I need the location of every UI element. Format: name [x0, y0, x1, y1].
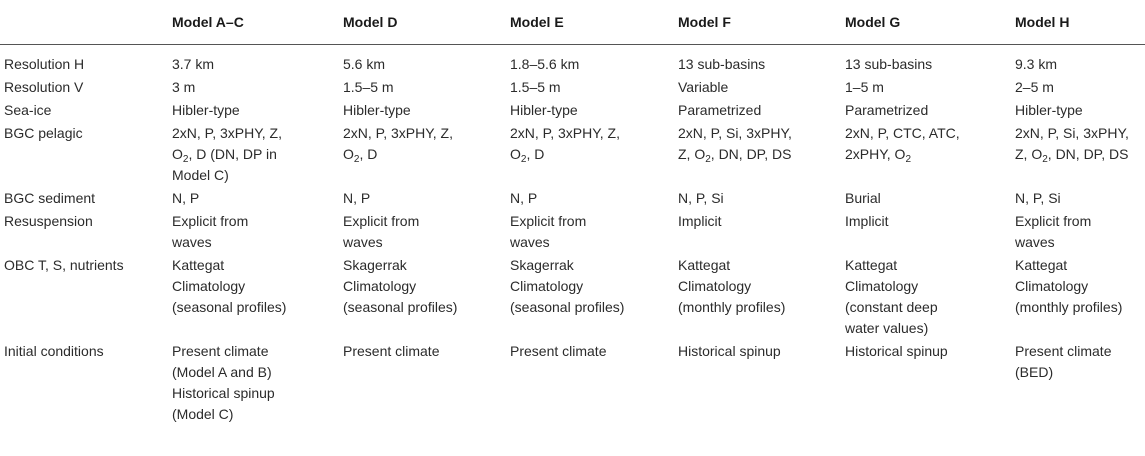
table-row	[0, 75, 1145, 98]
cell-text-line: Explicit from	[510, 213, 587, 229]
cell-text-line: Hibler-type	[172, 102, 240, 118]
cell-text-line: N, P	[510, 190, 538, 206]
cell-text-line: N, P, Si	[1015, 190, 1061, 206]
cell-text-line: N, P	[343, 190, 371, 206]
table-cell	[506, 186, 674, 209]
cell-text-line: 1.5–5 m	[343, 79, 394, 95]
row-label: OBC T, S, nutrients	[4, 257, 124, 273]
table-row	[0, 121, 1145, 186]
table-cell	[506, 209, 674, 253]
cell-text-line: water values)	[845, 320, 929, 336]
cell-text-line: Z, $O_2$, DN, DP, DS	[678, 146, 792, 165]
table-cell	[841, 253, 1011, 339]
cell-text-line: Explicit from	[1015, 213, 1092, 229]
cell-text-line: 2xPHY, $O_2$	[845, 146, 911, 165]
cell-text-line: waves	[1015, 234, 1055, 250]
cell-text-line: Kattegat	[845, 257, 898, 273]
cell-text-line: Kattegat	[172, 257, 225, 273]
table-cell	[674, 339, 841, 425]
cell-text-line: Parametrized	[678, 102, 762, 118]
table-cell	[841, 121, 1011, 186]
cell-text-line: Burial	[845, 190, 881, 206]
table-cell	[339, 186, 506, 209]
cell-text-line: (Model C)	[172, 406, 234, 422]
cell-text-line: 2xN, P, 3xPHY, Z,	[172, 125, 282, 141]
header-empty	[0, 0, 168, 45]
cell-text-line: Parametrized	[845, 102, 929, 118]
table-cell	[1011, 98, 1145, 121]
row-label: Sea-ice	[4, 102, 52, 118]
table-body	[0, 45, 1145, 426]
header-model-a-c: Model A–C	[168, 0, 339, 45]
cell-text-line: Explicit from	[343, 213, 420, 229]
table-cell	[674, 75, 841, 98]
cell-text-line: 1.5–5 m	[510, 79, 561, 95]
cell-text-line: (Model A and B)	[172, 364, 272, 380]
cell-text-line: 2xN, P, CTC, ATC,	[845, 125, 960, 141]
cell-text-line: $O_2$, D	[343, 146, 378, 165]
cell-text-line: 1.8–5.6 km	[510, 56, 580, 72]
row-label: BGC sediment	[4, 190, 96, 206]
cell-text-line: Climatology	[510, 278, 584, 294]
cell-text-line: 2xN, P, Si, 3xPHY,	[678, 125, 792, 141]
table-cell	[168, 121, 339, 186]
cell-text-line: waves	[343, 234, 383, 250]
cell-text-line: 13 sub-basins	[845, 56, 933, 72]
row-label: Resolution V	[4, 79, 84, 95]
header-model-e: Model E	[506, 0, 674, 45]
cell-text-line: 13 sub-basins	[678, 56, 766, 72]
cell-text-line: 5.6 km	[343, 56, 386, 72]
cell-text-line: Climatology	[678, 278, 752, 294]
row-label: BGC pelagic	[4, 125, 83, 141]
cell-text-line: Present climate	[343, 343, 440, 359]
table-cell	[506, 253, 674, 339]
table-cell	[506, 98, 674, 121]
cell-text-line: Model C)	[172, 167, 229, 183]
table-cell	[506, 339, 674, 425]
table-cell	[1011, 209, 1145, 253]
table-cell	[339, 98, 506, 121]
cell-text-line: Present climate	[510, 343, 607, 359]
table-cell	[168, 186, 339, 209]
cell-text-line: waves	[172, 234, 212, 250]
cell-text-line: Present climate	[1015, 343, 1112, 359]
table-cell	[841, 339, 1011, 425]
table-cell	[1011, 253, 1145, 339]
table-row	[0, 45, 1145, 76]
cell-text-line: Hibler-type	[343, 102, 411, 118]
cell-text-line: Skagerrak	[343, 257, 407, 273]
table-cell	[1011, 75, 1145, 98]
cell-text-line: Climatology	[845, 278, 919, 294]
cell-text-line: Variable	[678, 79, 729, 95]
header-model-h: Model H	[1011, 0, 1145, 45]
table-cell	[841, 75, 1011, 98]
table-cell	[506, 45, 674, 76]
table-cell	[1011, 121, 1145, 186]
cell-text-line: 3 m	[172, 79, 196, 95]
table-cell	[841, 186, 1011, 209]
row-label: Resuspension	[4, 213, 93, 229]
header-model-f: Model F	[674, 0, 841, 45]
table-cell	[168, 75, 339, 98]
header-row	[0, 0, 1145, 45]
table-cell	[168, 209, 339, 253]
header-model-d: Model D	[339, 0, 506, 45]
table-cell	[339, 121, 506, 186]
table-cell	[506, 75, 674, 98]
cell-text-line: Hibler-type	[510, 102, 578, 118]
table-row	[0, 253, 1145, 339]
cell-text-line: Historical spinup	[172, 385, 275, 401]
cell-text-line: (seasonal profiles)	[172, 299, 287, 315]
table-cell	[674, 253, 841, 339]
cell-text-line: Climatology	[1015, 278, 1089, 294]
cell-text-line: (seasonal profiles)	[510, 299, 625, 315]
cell-text-line: 2xN, P, 3xPHY, Z,	[510, 125, 620, 141]
cell-text-line: Kattegat	[1015, 257, 1068, 273]
cell-text-line: (constant deep	[845, 299, 938, 315]
table-cell	[674, 186, 841, 209]
cell-text-line: Kattegat	[678, 257, 731, 273]
cell-text-line: (seasonal profiles)	[343, 299, 458, 315]
table-row	[0, 339, 1145, 425]
cell-text-line: (BED)	[1015, 364, 1054, 380]
cell-text-line: 2xN, P, 3xPHY, Z,	[343, 125, 453, 141]
cell-text-line: 2xN, P, Si, 3xPHY,	[1015, 125, 1129, 141]
cell-text-line: Present climate	[172, 343, 269, 359]
table-cell	[339, 75, 506, 98]
row-label: Initial conditions	[4, 343, 104, 359]
cell-text-line: N, P, Si	[678, 190, 724, 206]
table-cell	[339, 209, 506, 253]
cell-text-line: (monthly profiles)	[678, 299, 786, 315]
table-cell	[168, 253, 339, 339]
row-label: Resolution H	[4, 56, 85, 72]
table-cell	[339, 45, 506, 76]
cell-text-line: Historical spinup	[845, 343, 948, 359]
cell-text-line: 3.7 km	[172, 56, 215, 72]
table-cell	[841, 98, 1011, 121]
table-cell	[674, 121, 841, 186]
cell-text-line: 1–5 m	[845, 79, 884, 95]
table-cell	[168, 98, 339, 121]
header-model-g: Model G	[841, 0, 1011, 45]
cell-text-line: N, P	[172, 190, 200, 206]
table-cell	[674, 45, 841, 76]
table-cell	[674, 98, 841, 121]
table-cell	[168, 339, 339, 425]
cell-text-line: (monthly profiles)	[1015, 299, 1123, 315]
table-cell	[506, 121, 674, 186]
table-cell	[841, 209, 1011, 253]
table-cell	[841, 45, 1011, 76]
table-cell	[339, 253, 506, 339]
cell-text-line: Hibler-type	[1015, 102, 1083, 118]
cell-text-line: $O_2$, D	[510, 146, 545, 165]
table-cell	[674, 209, 841, 253]
cell-text-line: 2–5 m	[1015, 79, 1054, 95]
cell-text-line: Climatology	[172, 278, 246, 294]
table-cell	[1011, 45, 1145, 76]
cell-text-line: $O_2$, D (DN, DP in	[172, 146, 277, 165]
table-row	[0, 98, 1145, 121]
cell-text-line: waves	[510, 234, 550, 250]
cell-text-line: Explicit from	[172, 213, 249, 229]
cell-text-line: Implicit	[678, 213, 722, 229]
cell-text-line: Implicit	[845, 213, 889, 229]
cell-text-line: 9.3 km	[1015, 56, 1058, 72]
table-row	[0, 186, 1145, 209]
cell-text-line: Climatology	[343, 278, 417, 294]
table-cell	[1011, 186, 1145, 209]
table-row	[0, 209, 1145, 253]
table-cell	[339, 339, 506, 425]
cell-text-line: Skagerrak	[510, 257, 574, 273]
table-cell	[168, 45, 339, 76]
cell-text-line: Z, $O_2$, DN, DP, DS	[1015, 146, 1129, 165]
cell-text-line: Historical spinup	[678, 343, 781, 359]
table-cell	[1011, 339, 1145, 425]
